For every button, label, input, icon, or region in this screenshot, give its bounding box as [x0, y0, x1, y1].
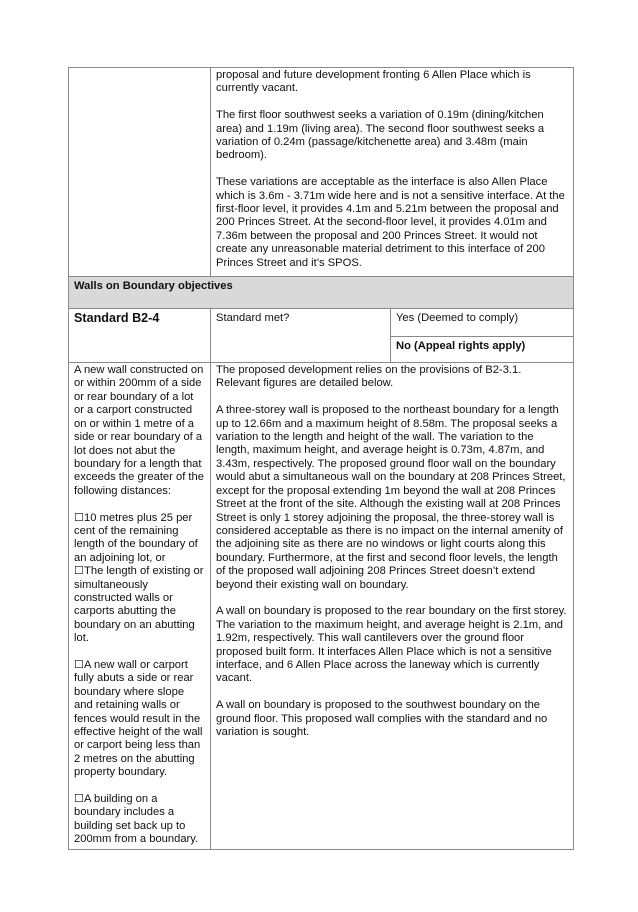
- standard-met-question: Standard met?: [211, 309, 391, 363]
- standard-row: [69, 309, 574, 337]
- requirement-option: ☐A building on a boundary includes a building set back up to 200mm from a boundary.: [74, 793, 199, 846]
- continued-paragraph: The first floor southwest seeks a variation of 0.19m (dining/kitchen area) and 1.19m (living area). The second floor southwest seeks a variation of 0.24m (passage/kitchenette area) and 3.48m (main bedroom).: [216, 109, 545, 162]
- requirement-intro: A new wall constructed on or within 200mm of a side or rear boundary of a lot or a carport constructed on or within 1 metre of a side or rear boundary of a lot does not abut the boundary for a length that exceeds the greater of the following distances:: [74, 364, 204, 497]
- assessment-paragraph: A wall on boundary is proposed to the rear boundary on the first storey. The variation to the maximum height, and average height is 2.1m, and 1.92m, respectively. This wall cantilevers over the ground floor proposed built form. It interfaces Allen Place which is not a sensitive interface, and 6 Allen Place across the laneway which is currently vacant.: [216, 605, 567, 685]
- section-heading-row: [69, 277, 574, 309]
- requirement-option: ☐10 metres plus 25 per cent of the remaining length of the boundary of an adjoining lot, or: [74, 511, 198, 564]
- assessment-paragraph: A three-storey wall is proposed to the northeast boundary for a length up to 12.66m and a maximum height of 8.58m. The proposal seeks a variation to the length and height of the wall. The variation to the length, maximum height, and average height is 0.73m, 4.87m, and 3.43m, respectively. The proposed ground floor wall on the boundary would abut a simultaneous wall on the boundary at 208 Princes Street, except for the proposal extending 1m beyond the wall at 208 Princes Street at the front of the site. Although the existing wall at 208 Princes Street is only 1 storey adjoining the proposal, the three-storey wall is considered acceptable as there is no impact on the internal amenity of the adjoining site as there are no windows or light courts along this boundary. Furthermore, at the first and second floor levels, the length of the proposed wall adjoining 208 Princes Street doesn’t extend beyond their existing wall on boundary.: [216, 404, 566, 591]
- requirement-row: [69, 363, 574, 850]
- section-heading: Walls on Boundary objectives: [69, 277, 574, 309]
- walls-on-boundary-table: [68, 67, 574, 850]
- requirement-option: ☐A new wall or carport fully abuts a side or rear boundary where slope and retaining walls or fences would result in the effective height of the wall or carport being less than 2 metres on the abutting property boundary.: [74, 658, 203, 779]
- assessment-paragraph: A wall on boundary is proposed to the southwest boundary on the ground floor. This proposed wall complies with the standard and no variation is sought.: [216, 699, 548, 738]
- option-yes-deemed-to-comply[interactable]: Yes (Deemed to comply): [391, 309, 574, 337]
- continued-left-cell: [69, 68, 211, 277]
- standard-title: Standard B2-4: [69, 309, 211, 363]
- requirement-cell: [69, 363, 211, 850]
- continued-paragraph: proposal and future development fronting 6 Allen Place which is currently vacant.: [216, 69, 531, 95]
- requirement-option: ☐The length of existing or simultaneously constructed walls or carports abutting the boundary on an abutting lot.: [74, 565, 204, 645]
- option-no-appeal-rights[interactable]: No (Appeal rights apply): [391, 337, 574, 363]
- assessment-cell: [211, 363, 574, 850]
- assessment-paragraph: The proposed development relies on the provisions of B2-3.1. Relevant figures are detailed below.: [216, 364, 522, 390]
- continued-text-cell: [211, 68, 574, 277]
- continued-paragraph: These variations are acceptable as the interface is also Allen Place which is 3.6m - 3.71m wide here and is not a sensitive interface. At the first-floor level, it provides 4.1m and 5.21m between the proposal and 200 Princes Street. At the second-floor level, it provides 4.01m and 7.36m between the proposal and 200 Princes Street. It would not create any unreasonable material detriment to this interface of 200 Princes Street and it’s SPOS.: [216, 176, 565, 269]
- continued-row: [69, 68, 574, 277]
